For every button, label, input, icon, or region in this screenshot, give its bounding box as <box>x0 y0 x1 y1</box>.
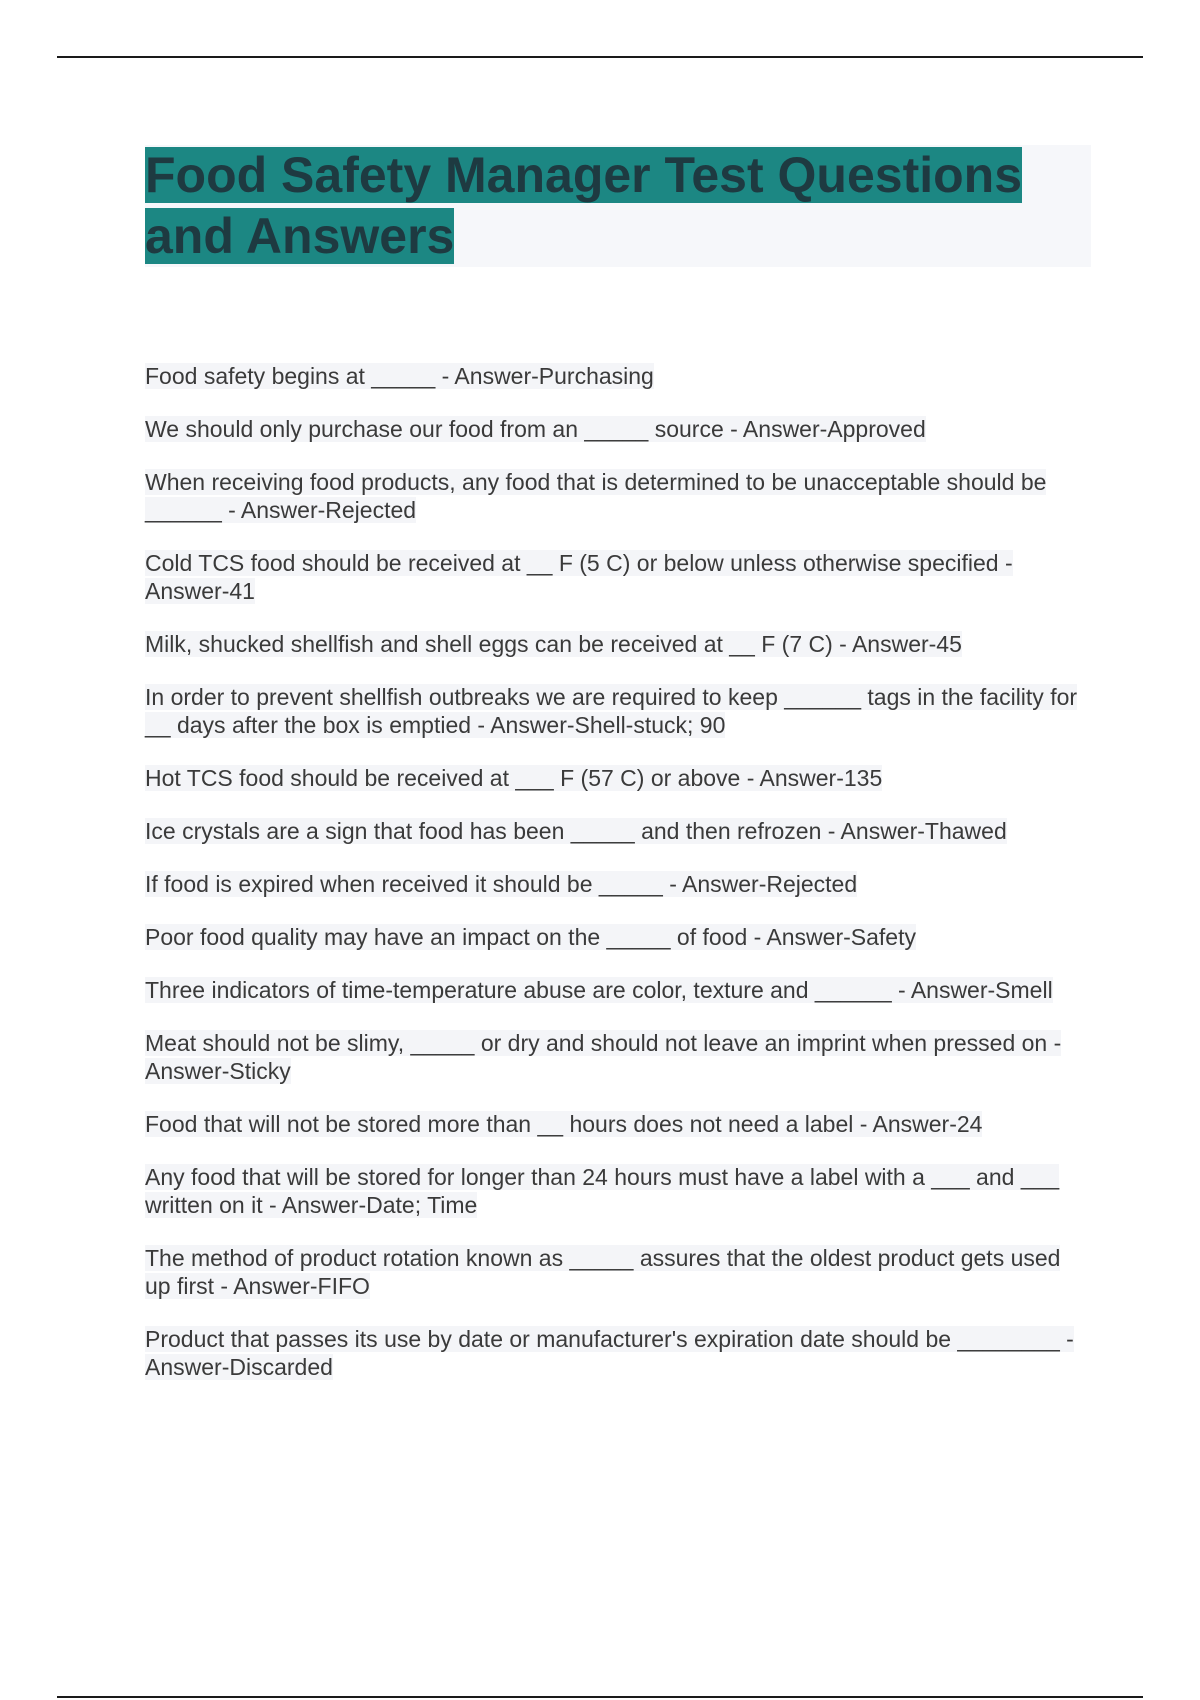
qa-text: If food is expired when received it should be _____ - Answer-Rejected <box>145 871 858 897</box>
qa-item <box>145 1244 1085 1300</box>
qa-text: Food safety begins at _____ - Answer-Purchasing <box>145 363 654 389</box>
qa-item <box>145 1163 1085 1219</box>
qa-text: Milk, shucked shellfish and shell eggs can be received at __ F (7 C) - Answer-45 <box>145 631 962 657</box>
qa-text: Food that will not be stored more than __ hours does not need a label - Answer-24 <box>145 1111 983 1137</box>
qa-text: Cold TCS food should be received at __ F (5 C) or below unless otherwise specified - Answer-41 <box>145 550 1013 604</box>
qa-text: The method of product rotation known as _____ assures that the oldest product gets used up first - Answer-FIFO <box>145 1245 1061 1299</box>
qa-item <box>145 1029 1085 1085</box>
qa-text: In order to prevent shellfish outbreaks we are required to keep ______ tags in the facility for __ days after the box is emptied - Answer-Shell-stuck; 90 <box>145 684 1078 738</box>
document-title <box>145 145 1091 267</box>
qa-item <box>145 870 1085 898</box>
qa-item <box>145 923 1085 951</box>
document-title-text: Food Safety Manager Test Questions and Answers <box>145 147 1023 264</box>
qa-item <box>145 468 1085 524</box>
qa-item <box>145 683 1085 739</box>
header-rule <box>57 56 1143 58</box>
qa-item <box>145 1325 1085 1381</box>
footer-rule <box>57 1696 1143 1698</box>
qa-text: Three indicators of time-temperature abuse are color, texture and ______ - Answer-Smell <box>145 977 1053 1003</box>
qa-text: Hot TCS food should be received at ___ F (57 C) or above - Answer-135 <box>145 765 883 791</box>
qa-item <box>145 976 1085 1004</box>
qa-text: When receiving food products, any food that is determined to be unacceptable should be ______ - Answer-Rejected <box>145 469 1047 523</box>
qa-item <box>145 362 1085 390</box>
qa-text: Any food that will be stored for longer than 24 hours must have a label with a ___ and ___ written on it - Answer-Date; Time <box>145 1164 1060 1218</box>
qa-item <box>145 630 1085 658</box>
qa-item <box>145 817 1085 845</box>
qa-text: We should only purchase our food from an _____ source - Answer-Approved <box>145 416 926 442</box>
qa-item <box>145 549 1085 605</box>
title-block <box>145 145 1091 267</box>
qa-item <box>145 764 1085 792</box>
qa-text: Product that passes its use by date or manufacturer's expiration date should be ________ - Answer-Discarded <box>145 1326 1074 1380</box>
qa-text: Ice crystals are a sign that food has been _____ and then refrozen - Answer-Thawed <box>145 818 1007 844</box>
qa-text: Meat should not be slimy, _____ or dry and should not leave an imprint when pressed on - Answer-Sticky <box>145 1030 1062 1084</box>
qa-item <box>145 415 1085 443</box>
qa-list <box>145 362 1085 1406</box>
qa-item <box>145 1110 1085 1138</box>
qa-text: Poor food quality may have an impact on the _____ of food - Answer-Safety <box>145 924 916 950</box>
